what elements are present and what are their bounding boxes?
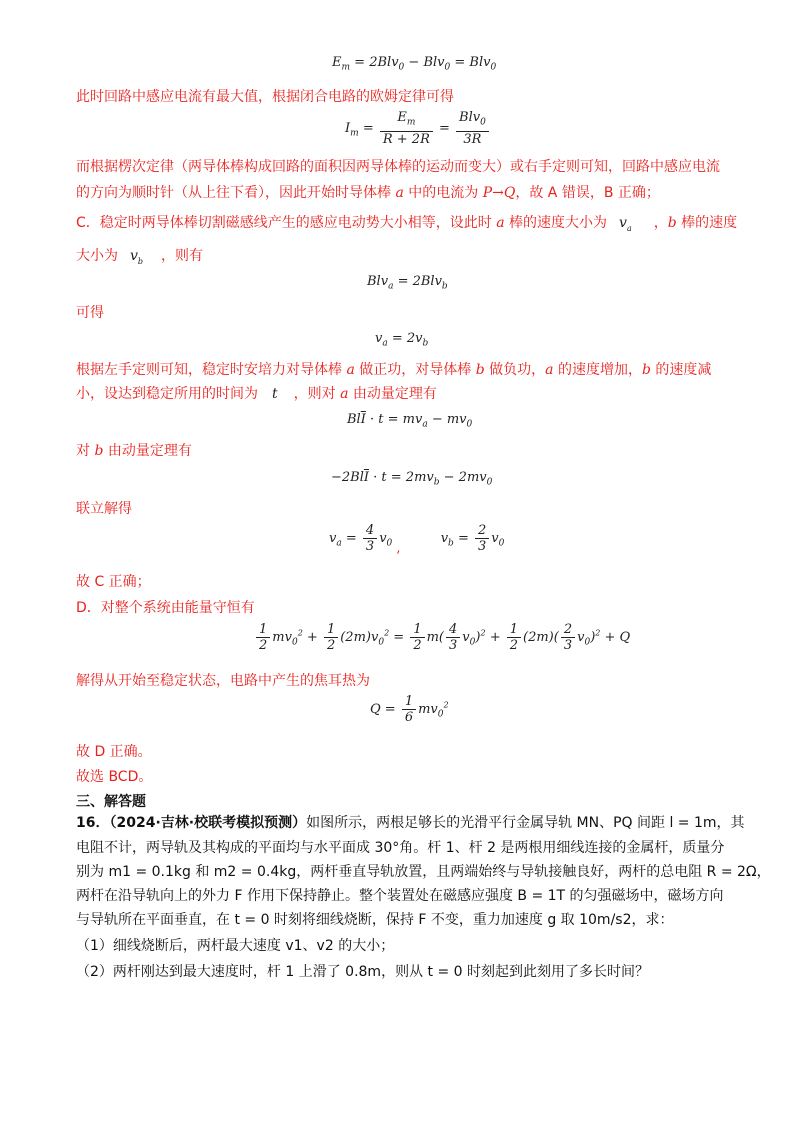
equation-solution: $v_a$ = $\frac{4}{3}$ $v_0$ , $v_b$ = $\frac{2}{3}$ $v_0$ xyxy=(329,523,505,556)
question-part-2: （2）两杆刚达到最大速度时，杆 1 上滑了 0.8m，则从 t = 0 时刻起到此刻用了多长时间？ xyxy=(76,964,649,980)
equation-va-vb: $v_a = 2v_b$ xyxy=(375,331,429,349)
equation-momentum-b: $-2Bl\overline{I} \cdot t = 2mv_b - 2mv_0$ xyxy=(331,470,493,488)
answer-line: C．稳定时两导体棒切割磁感线产生的感应电动势大小相等，设此时 a 棒的速度大小为 $v_a$ ，b 棒的速度 xyxy=(76,215,738,233)
equation-em: $E_m = 2Blv_0 - Blv_0 = Blv_0$ xyxy=(332,55,497,73)
answer-line: 小，设达到稳定所用的时间为 t ，则对 a 由动量定理有 xyxy=(76,386,437,402)
question-line: 别为 m1 = 0.1kg 和 m2 = 0.4kg，两杆垂直导轨放置，且两端始终与导轨接触良好，两杆的总电阻 R = 2Ω， xyxy=(76,864,771,880)
answer-line: D．对整个系统由能量守恒有 xyxy=(76,600,255,616)
answer-line: 可得 xyxy=(76,305,104,321)
answer-line: 此时回路中感应电流有最大值，根据闭合电路的欧姆定律可得 xyxy=(76,89,454,105)
equation-balance: Blv$_a$ = 2Blv$_b$ xyxy=(367,274,448,292)
question-source: （2024·吉林·校联考模拟预测） xyxy=(109,815,307,831)
answer-line: 故 C 正确； xyxy=(76,574,151,590)
answer-line: 而根据楞次定律（两导体棒构成回路的面积因两导体棒的运动而变大）或右手定则可知，回路中感应电流 xyxy=(76,159,720,175)
equation-momentum-a: $Bl\overline{I} \cdot t = mv_a - mv_0$ xyxy=(347,412,473,430)
answer-line: 根据左手定则可知，稳定时安培力对导体棒 a 做正功，对导体棒 b 做负功，a 的速度增加，b 的速度减 xyxy=(76,362,712,378)
answer-line: 的方向为顺时针（从上往下看），因此开始时导体棒 a 中的电流为 P→Q，故 A 错误，B 正确； xyxy=(76,185,660,201)
question-line: 16．（2024·吉林·校联考模拟预测）如图所示，两根足够长的光滑平行金属导轨 MN、PQ 间距 l = 1m，其 xyxy=(76,815,745,831)
equation-im: $I_m$ = $\frac{E_m}{R + 2R}$ = $\frac{Blv_0}{3R}$ xyxy=(345,110,491,147)
answer-line: 大小为 $v_b$ ，则有 xyxy=(76,248,204,266)
answer-line: 解得从开始至稳定状态，电路中产生的焦耳热为 xyxy=(76,673,370,689)
answer-line: 故选 BCD。 xyxy=(76,769,153,785)
question-part-1: （1）细线烧断后，两杆最大速度 v1、v2 的大小； xyxy=(76,938,395,954)
equation-energy: $\frac{1}{2}$ $mv_0^2$ + $\frac{1}{2}$ $(2m)v_0^2$ = $\frac{1}{2}$ m( $\frac{4}{3}$ $v_0)^2$ + $\frac{1}{2}$ (2m)( $\frac{2}{3}$ $v_0)^2 + Q$ xyxy=(254,622,630,653)
answer-line: 对 b 由动量定理有 xyxy=(76,443,192,459)
answer-line: 故 D 正确。 xyxy=(76,744,152,760)
question-line: 两杆在沿导轨向上的外力 F 作用下保持静止。整个装置处在磁感应强度 B = 1T 的匀强磁场中，磁场方向 xyxy=(76,888,724,904)
section-heading: 三、解答题 xyxy=(76,794,146,810)
question-line: 电阻不计，两导轨及其构成的平面均与水平面成 30°角。杆 1、杆 2 是两根用细线连接的金属杆，质量分 xyxy=(76,840,725,856)
question-line: 与导轨所在平面垂直，在 t = 0 时刻将细线烧断，保持 F 不变，重力加速度 g 取 10m/s2，求： xyxy=(76,912,674,928)
equation-q: Q = $\frac{1}{6}$ $mv_0^2$ xyxy=(370,694,449,725)
answer-line: 联立解得 xyxy=(76,501,132,517)
